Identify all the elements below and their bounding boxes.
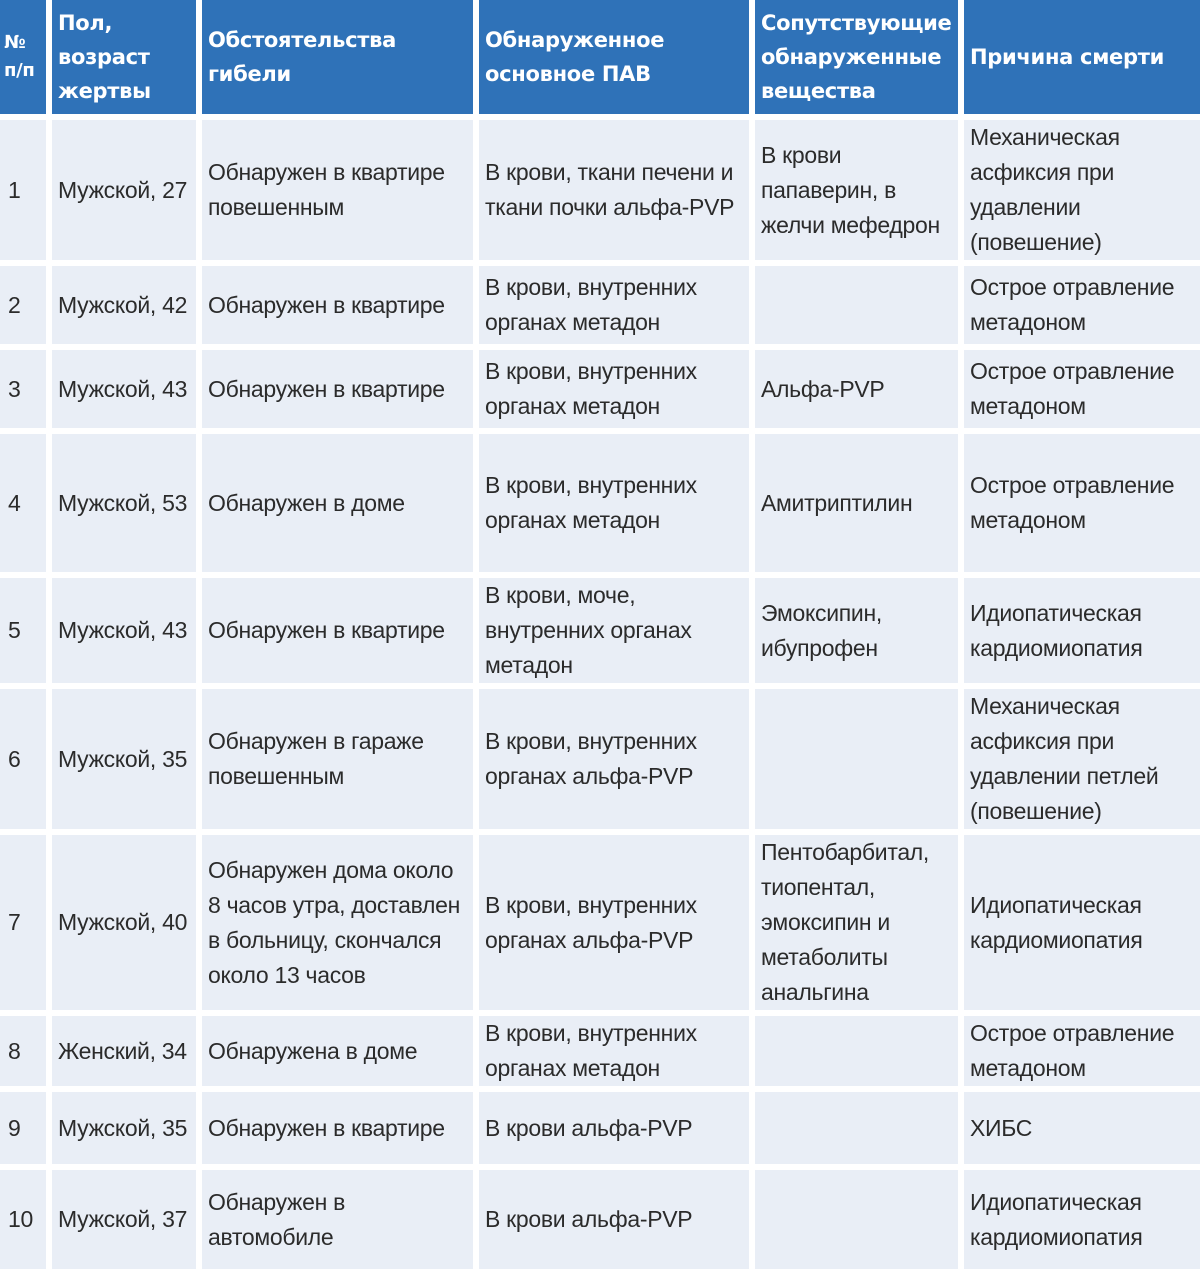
cell-row-number: 4 [0,434,52,578]
cell-accompanying-substances: Эмоксипин, ибупрофен [755,578,964,689]
cell-accompanying-substances [755,1170,964,1275]
cell-accompanying-substances [755,689,964,835]
cell-row-number: 2 [0,266,52,350]
table-row [0,434,1200,578]
cell-circumstances: Обнаружен в квартире [202,1092,479,1170]
table-row [0,578,1200,689]
cell-main-substance: В крови, внутренних органах альфа-PVP [479,835,755,1016]
cell-circumstances: Обнаружен в квартире [202,350,479,434]
table-row [0,266,1200,350]
cell-circumstances: Обнаружен в квартире [202,578,479,689]
cell-row-number: 8 [0,1016,52,1092]
cell-circumstances: Обнаружен в автомобиле [202,1170,479,1275]
cell-main-substance: В крови, внутренних органах метадон [479,1016,755,1092]
table-row [0,689,1200,835]
cell-cause-of-death: Острое отравление метадоном [964,434,1200,578]
cell-sex-age: Мужской, 53 [52,434,202,578]
cell-sex-age: Мужской, 42 [52,266,202,350]
cell-main-substance: В крови, моче, внутренних органах метадон [479,578,755,689]
table-body [0,120,1200,1275]
header-sex-age: Пол, возраст жертвы [52,0,202,120]
cell-accompanying-substances: В крови папаверин, в желчи мефедрон [755,120,964,266]
cell-main-substance: В крови, внутренних органах метадон [479,266,755,350]
cell-main-substance: В крови альфа-PVP [479,1170,755,1275]
cell-main-substance: В крови, внутренних органах альфа-PVP [479,689,755,835]
cell-row-number: 9 [0,1092,52,1170]
cell-sex-age: Мужской, 27 [52,120,202,266]
header-number: № п/п [0,0,52,120]
table-row [0,1092,1200,1170]
cell-main-substance: В крови, внутренних органах метадон [479,434,755,578]
cell-main-substance: В крови альфа-PVP [479,1092,755,1170]
cell-cause-of-death: Острое отравление метадоном [964,350,1200,434]
cell-accompanying-substances [755,266,964,350]
cell-accompanying-substances: Амитриптилин [755,434,964,578]
cell-row-number: 3 [0,350,52,434]
cell-row-number: 10 [0,1170,52,1275]
cell-accompanying-substances: Альфа-PVP [755,350,964,434]
cell-cause-of-death: Идиопатическая кардиомиопатия [964,578,1200,689]
table-row [0,120,1200,266]
header-accompanying-substances: Сопутствующие обнаруженные вещества [755,0,964,120]
cell-cause-of-death: Идиопатическая кардиомиопатия [964,1170,1200,1275]
cell-circumstances: Обнаружен в гараже повешенным [202,689,479,835]
cell-sex-age: Мужской, 43 [52,578,202,689]
cell-main-substance: В крови, ткани печени и ткани почки альфа-PVP [479,120,755,266]
cell-circumstances: Обнаружена в доме [202,1016,479,1092]
cell-row-number: 7 [0,835,52,1016]
cell-cause-of-death: ХИБС [964,1092,1200,1170]
cell-sex-age: Женский, 34 [52,1016,202,1092]
cell-row-number: 1 [0,120,52,266]
cell-accompanying-substances [755,1092,964,1170]
cell-cause-of-death: Механическая асфиксия при удавлении (повешение) [964,120,1200,266]
header-cause-of-death: Причина смерти [964,0,1200,120]
header-main-substance: Обнаруженное основное ПАВ [479,0,755,120]
cell-circumstances: Обнаружен в квартире повешенным [202,120,479,266]
table-row [0,1170,1200,1275]
cell-cause-of-death: Идиопатическая кардиомиопатия [964,835,1200,1016]
cell-row-number: 5 [0,578,52,689]
cell-main-substance: В крови, внутренних органах метадон [479,350,755,434]
cell-sex-age: Мужской, 37 [52,1170,202,1275]
cell-sex-age: Мужской, 40 [52,835,202,1016]
cell-cause-of-death: Острое отравление метадоном [964,1016,1200,1092]
table-row [0,1016,1200,1092]
cell-accompanying-substances: Пентобарбитал, тиопентал, эмоксипин и метаболиты анальгина [755,835,964,1016]
cell-accompanying-substances [755,1016,964,1092]
table-row [0,350,1200,434]
cell-circumstances: Обнаружен дома около 8 часов утра, доставлен в больницу, скончался около 13 часов [202,835,479,1016]
cell-cause-of-death: Острое отравление метадоном [964,266,1200,350]
header-row [0,0,1200,120]
cell-sex-age: Мужской, 35 [52,1092,202,1170]
cell-sex-age: Мужской, 35 [52,689,202,835]
cell-sex-age: Мужской, 43 [52,350,202,434]
cell-circumstances: Обнаружен в доме [202,434,479,578]
header-circumstances: Обстоятельства гибели [202,0,479,120]
cell-cause-of-death: Механическая асфиксия при удавлении петлей (повешение) [964,689,1200,835]
cell-row-number: 6 [0,689,52,835]
cell-circumstances: Обнаружен в квартире [202,266,479,350]
table-row [0,835,1200,1016]
